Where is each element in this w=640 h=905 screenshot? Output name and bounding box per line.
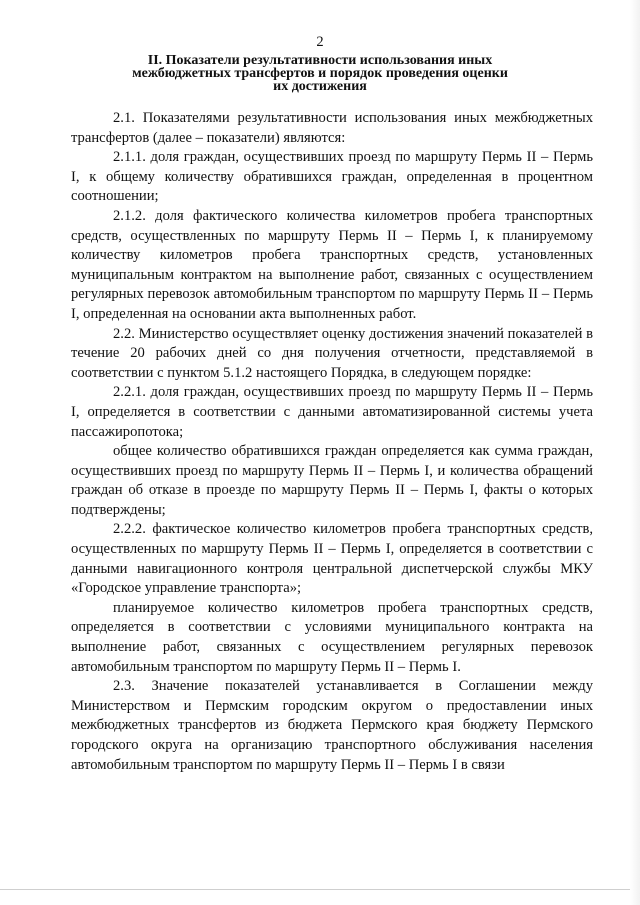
paragraph-total-citizens: общее количество обратившихся граждан определяется как сумма граждан, осуществивших проезд по маршруту Пермь II – Пермь I, и количества обращений граждан об отказе в проезде по маршруту Пермь II – Пермь I, факты о которых подтверждены; xyxy=(71,443,593,518)
section-heading xyxy=(110,54,530,93)
paragraph-2-2-1: 2.2.1. доля граждан, осуществивших проезд по маршруту Пермь II – Пермь I, определяется в соответствии с данными автоматизированной системы учета пассажиропотока; xyxy=(71,384,593,440)
heading-line-3: их достижения xyxy=(273,79,367,94)
paragraph-2-2-2: 2.2.2. фактическое количество километров пробега транспортных средств, осуществленных по маршруту Пермь II – Пермь I, определяется в соответствии с данными навигационного контроля центральной диспетчерской службы МКУ «Городское управление транспорта»; xyxy=(71,521,593,597)
heading-line-1: II. Показатели результативности использования иных xyxy=(147,53,493,68)
paragraph-2-1-2: 2.1.2. доля фактического количества километров пробега транспортных средств, осуществленных по маршруту Пермь II – Пермь I, к планируемому количеству километров пробега транспортных средств, установленных муниципальным контрактом на выполнение работ, связанных с осуществлением регулярных перевозок автомобильным транспортом по маршруту Пермь II – Пермь I, определенная на основании акта выполненных работ. xyxy=(71,207,593,322)
document-body xyxy=(71,109,593,775)
paragraph-2-3: 2.3. Значение показателей устанавливается в Соглашении между Министерством и Пермским городским округом о предоставлении иных межбюджетных трансфертов из бюджета Пермского края бюджету Пермского городского округа на организацию транспортного обслуживания населения автомобильным транспортом по маршруту Пермь II – Пермь I в связи xyxy=(71,678,593,773)
scan-right-edge xyxy=(630,0,640,905)
paragraph-2-1-1: 2.1.1. доля граждан, осуществивших проезд по маршруту Пермь II – Пермь I, к общему количеству обратившихся граждан, определенная в процентном соотношении; xyxy=(71,149,593,205)
page-number: 2 xyxy=(316,34,324,50)
heading-line-2: межбюджетных трансфертов и порядок проведения оценки xyxy=(132,66,508,81)
paragraph-planned-km: планируемое количество километров пробега транспортных средств, определяется в соответствии с условиями муниципального контракта на выполнение работ, связанных с осуществлением регулярных перевозок автомобильным транспортом по маршруту Пермь II – Пермь I. xyxy=(71,599,593,675)
paragraph-2-2: 2.2. Министерство осуществляет оценку достижения значений показателей в течение 20 рабочих дней со дня получения отчетности, представляемой в соответствии с пунктом 5.1.2 настоящего Порядка, в следующем порядке: xyxy=(71,325,593,381)
paragraph-2-1: 2.1. Показателями результативности использования иных межбюджетных трансфертов (далее – показатели) являются: xyxy=(71,110,593,146)
scan-bottom-edge xyxy=(0,889,640,890)
